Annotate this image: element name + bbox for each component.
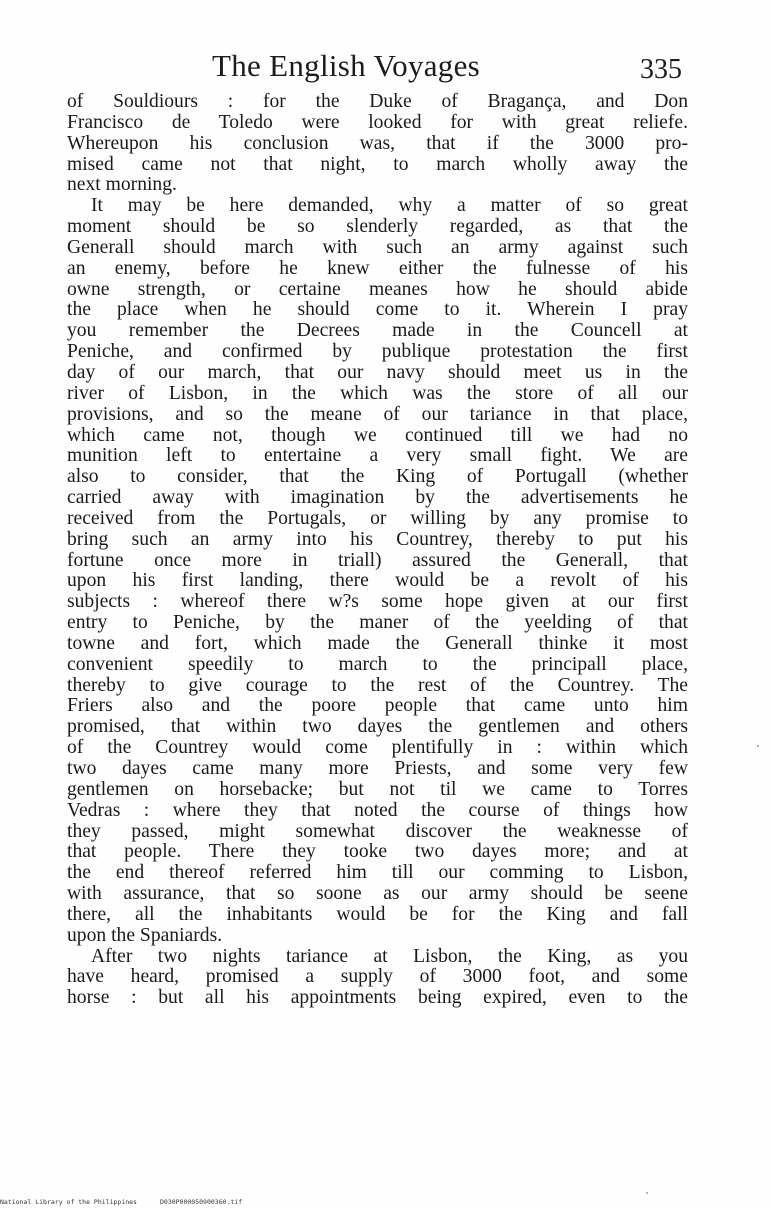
text-line: with assurance, that so soone as our army should be seene — [67, 883, 688, 905]
text-line: gentlemen on horsebacke; but not til we came to Torres — [67, 778, 688, 800]
text-line: owne strength, or certaine meanes how he should abide — [67, 278, 688, 300]
running-head — [0, 48, 771, 92]
text-line: day of our march, that our navy should meet us in the — [67, 361, 688, 383]
text-line: munition left to entertaine a very small fight. We are — [67, 445, 688, 467]
text-line: they passed, might somewhat discover the weaknesse of — [67, 820, 688, 842]
text-line: towne and fort, which made the Generall thinke it most — [67, 632, 688, 654]
text-line: that people. There they tooke two dayes more; and at — [67, 841, 688, 863]
body-text — [67, 92, 688, 1009]
page-number: 335 — [640, 54, 682, 85]
text-line: convenient speedily to march to the principall place, — [67, 653, 688, 675]
scan-speck — [757, 745, 759, 747]
text-line: entry to Peniche, by the maner of the yeelding of that — [67, 612, 688, 634]
text-line: you remember the Decrees made in the Councell at — [67, 320, 688, 342]
text-line: mised came not that night, to march wholly away the — [67, 153, 688, 175]
text-line: also to consider, that the King of Portugall (whether — [67, 466, 688, 488]
footer-file-label: D030P000050900360.tif — [160, 1198, 243, 1206]
text-line: the place when he should come to it. Wherein I pray — [67, 299, 688, 321]
text-line: Francisco de Toledo were looked for with great reliefe. — [67, 111, 688, 133]
text-line: provisions, and so the meane of our tariance in that place, — [67, 403, 688, 425]
scan-speck — [646, 1192, 648, 1194]
text-line: river of Lisbon, in the which was the store of all our — [67, 382, 688, 404]
text-line: the end thereof referred him till our comming to Lisbon, — [67, 862, 688, 884]
text-line: fortune once more in triall) assured the Generall, that — [67, 549, 688, 571]
text-line: Peniche, and confirmed by publique protestation the first — [67, 341, 688, 363]
text-line: promised, that within two dayes the gentlemen and others — [67, 716, 688, 738]
text-line: upon his first landing, there would be a revolt of his — [67, 570, 688, 592]
running-title: The English Voyages — [212, 48, 481, 83]
text-line: subjects : whereof there w?s some hope given at our first — [67, 591, 688, 613]
text-line: Generall should march with such an army against such — [67, 236, 688, 258]
text-line: two dayes came many more Priests, and some very few — [67, 758, 688, 779]
footer-source-label: National Library of the Philippines — [0, 1198, 137, 1206]
text-line: an enemy, before he knew either the fulnesse of his — [67, 257, 688, 279]
text-line: received from the Portugals, or willing by any promise to — [67, 507, 688, 529]
text-line: horse : but all his appointments being expired, even to the — [67, 987, 688, 1009]
text-line: next morning. — [67, 174, 177, 196]
text-line: moment should be so slenderly regarded, as that the — [67, 216, 688, 238]
text-line: which came not, though we continued till we had no — [67, 424, 688, 446]
text-line: Vedras : where they that noted the course of things how — [67, 799, 688, 821]
paragraph-start-line: After two nights tariance at Lisbon, the King, as you — [91, 945, 688, 967]
text-line: Friers also and the poore people that came unto him — [67, 695, 688, 717]
text-line: upon the Spaniards. — [67, 924, 223, 946]
text-line: thereby to give courage to the rest of the Countrey. The — [67, 674, 688, 696]
text-line: have heard, promised a supply of 3000 foot, and some — [67, 966, 688, 988]
text-line: Whereupon his conclusion was, that if the 3000 pro- — [67, 132, 688, 154]
text-line: carried away with imagination by the advertisements he — [67, 487, 688, 509]
paragraph-start-line: It may be here demanded, why a matter of so great — [91, 195, 688, 217]
text-line: there, all the inhabitants would be for the King and fall — [67, 903, 688, 925]
text-line: of Souldiours : for the Duke of Bragança, and Don — [67, 91, 688, 112]
text-line: of the Countrey would come plentifully in : within which — [67, 737, 688, 759]
text-line: bring such an army into his Countrey, thereby to put his — [67, 528, 688, 550]
